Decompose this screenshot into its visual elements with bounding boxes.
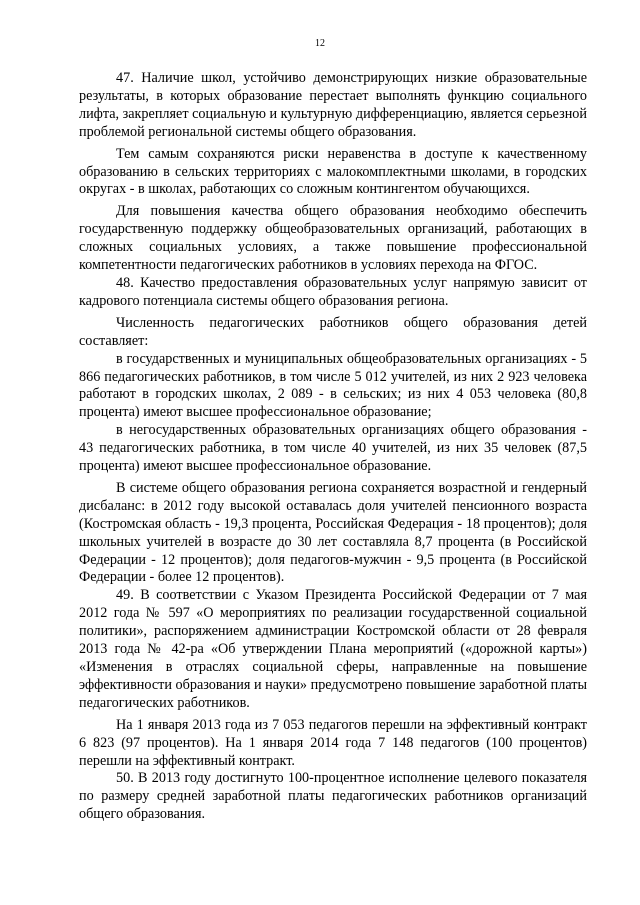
document-body [79, 70, 587, 824]
paragraph-quality: Для повышения качества общего образования необходимо обеспечить государственную поддержку общеобразовательных организаций, работающих в сложных социальных условиях, а также повышение профессиональной компетентности педагогических работников в условиях перехода на ФГОС. [79, 203, 587, 274]
paragraph-private-schools: в негосударственных образовательных организациях общего образования - 43 педагогических работника, в том числе 40 учителей, из них 35 человек (87,5 процента) имеют высшее профессиональное образование. [79, 422, 587, 475]
page-number: 12 [315, 38, 325, 49]
paragraph-contracts: На 1 января 2013 года из 7 053 педагогов перешли на эффективный контракт 6 823 (97 процентов). На 1 января 2014 года 7 148 педагогов (100 процентов) перешли на эффективный контракт. [79, 716, 587, 769]
paragraph-imbalance: В системе общего образования региона сохраняется возрастной и гендерный дисбаланс: в 2012 году высокой оставалась доля учителей пенсионного возраста (Костромская область - 19,3 процента, Российская Федерация - 18 процентов); доля школьных учителей в возрасте до 30 лет составляла 8,7 процента (в Российской Федерации - 12 процентов); доля педагогов-мужчин - 9,5 процента (в Российской Федерации - более 12 процентов). [79, 479, 587, 586]
paragraph-risks: Тем самым сохраняются риски неравенства в доступе к качественному образованию в сельских территориях с малокомплектными школами, в городских округах - в школах, работающих со сложным контингентом обучающихся. [79, 145, 587, 198]
paragraph-49: 49. В соответствии с Указом Президента Российской Федерации от 7 мая 2012 года № 597 «О мероприятиях по реализации государственной социальной политики», распоряжением администрации Костромской области от 28 февраля 2013 года № 42-ра «Об утверждении Плана мероприятий («дорожной карты») «Изменения в отраслях социальной сферы, направленные на повышение эффективности образования и науки» предусмотрено повышение заработной платы педагогических работников. [79, 587, 587, 711]
paragraph-50: 50. В 2013 году достигнуто 100-процентное исполнение целевого показателя по размеру средней заработной платы педагогических работников организаций общего образования. [79, 770, 587, 823]
paragraph-47: 47. Наличие школ, устойчиво демонстрирующих низкие образовательные результаты, в которых образование перестает выполнять функцию социального лифта, закрепляет социальную и культурную дифференциацию, является серьезной проблемой региональной системы общего образования. [79, 70, 587, 140]
paragraph-48: 48. Качество предоставления образовательных услуг напрямую зависит от кадрового потенциала системы общего образования региона. [79, 274, 587, 309]
paragraph-staff-count: Численность педагогических работников общего образования детей составляет: [79, 314, 587, 349]
paragraph-state-schools: в государственных и муниципальных общеобразовательных организациях - 5 866 педагогических работников, в том числе 5 012 учителей, из них 2 923 человека работают в городских школах, 2 089 - в сельских; из них 4 053 человека (80,8 процента) имеют высшее профессиональное образование; [79, 350, 587, 421]
